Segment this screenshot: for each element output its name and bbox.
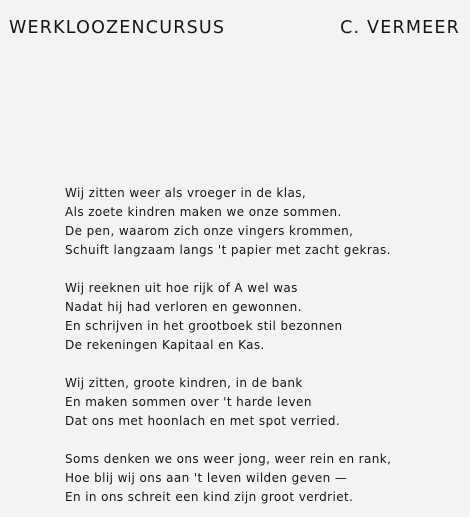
poem-line: Hoe blij wij ons aan 't leven wilden geven — [65,471,348,485]
poem-line: Soms denken we ons weer jong, weer rein en rank, [65,452,392,466]
poem-line: Dat ons met hoonlach en met spot verried. [65,414,341,428]
poem-line: En schrijven in het grootboek stil bezonnen [65,319,343,333]
poem-line: Schuift langzaam langs 't papier met zacht gekras. [65,243,391,257]
poem-line: Nadat hij had verloren en gewonnen. [65,300,302,314]
poem-line: De rekeningen Kapitaal en Kas. [65,338,265,352]
poem-line: Wij reeknen uit hoe rijk of A wel was [65,281,298,295]
stanza-3 [65,374,465,431]
stanza-1 [65,184,465,260]
poem-title: WERKLOOZENCURSUS [9,18,226,38]
poem-line: Wij zitten weer als vroeger in de klas, [65,186,307,200]
poem-line: Als zoete kindren maken we onze sommen. [65,205,342,219]
poem-body [65,184,465,507]
poem-line: En in ons schreit een kind zijn groot verdriet. [65,490,354,504]
poem-line: En maken sommen over 't harde leven [65,395,312,409]
stanza-2 [65,279,465,355]
poem-line: De pen, waarom zich onze vingers krommen, [65,224,354,238]
poem-line: Wij zitten, groote kindren, in de bank [65,376,303,390]
stanza-4 [65,450,465,507]
author-name: C. VERMEER [340,18,460,38]
